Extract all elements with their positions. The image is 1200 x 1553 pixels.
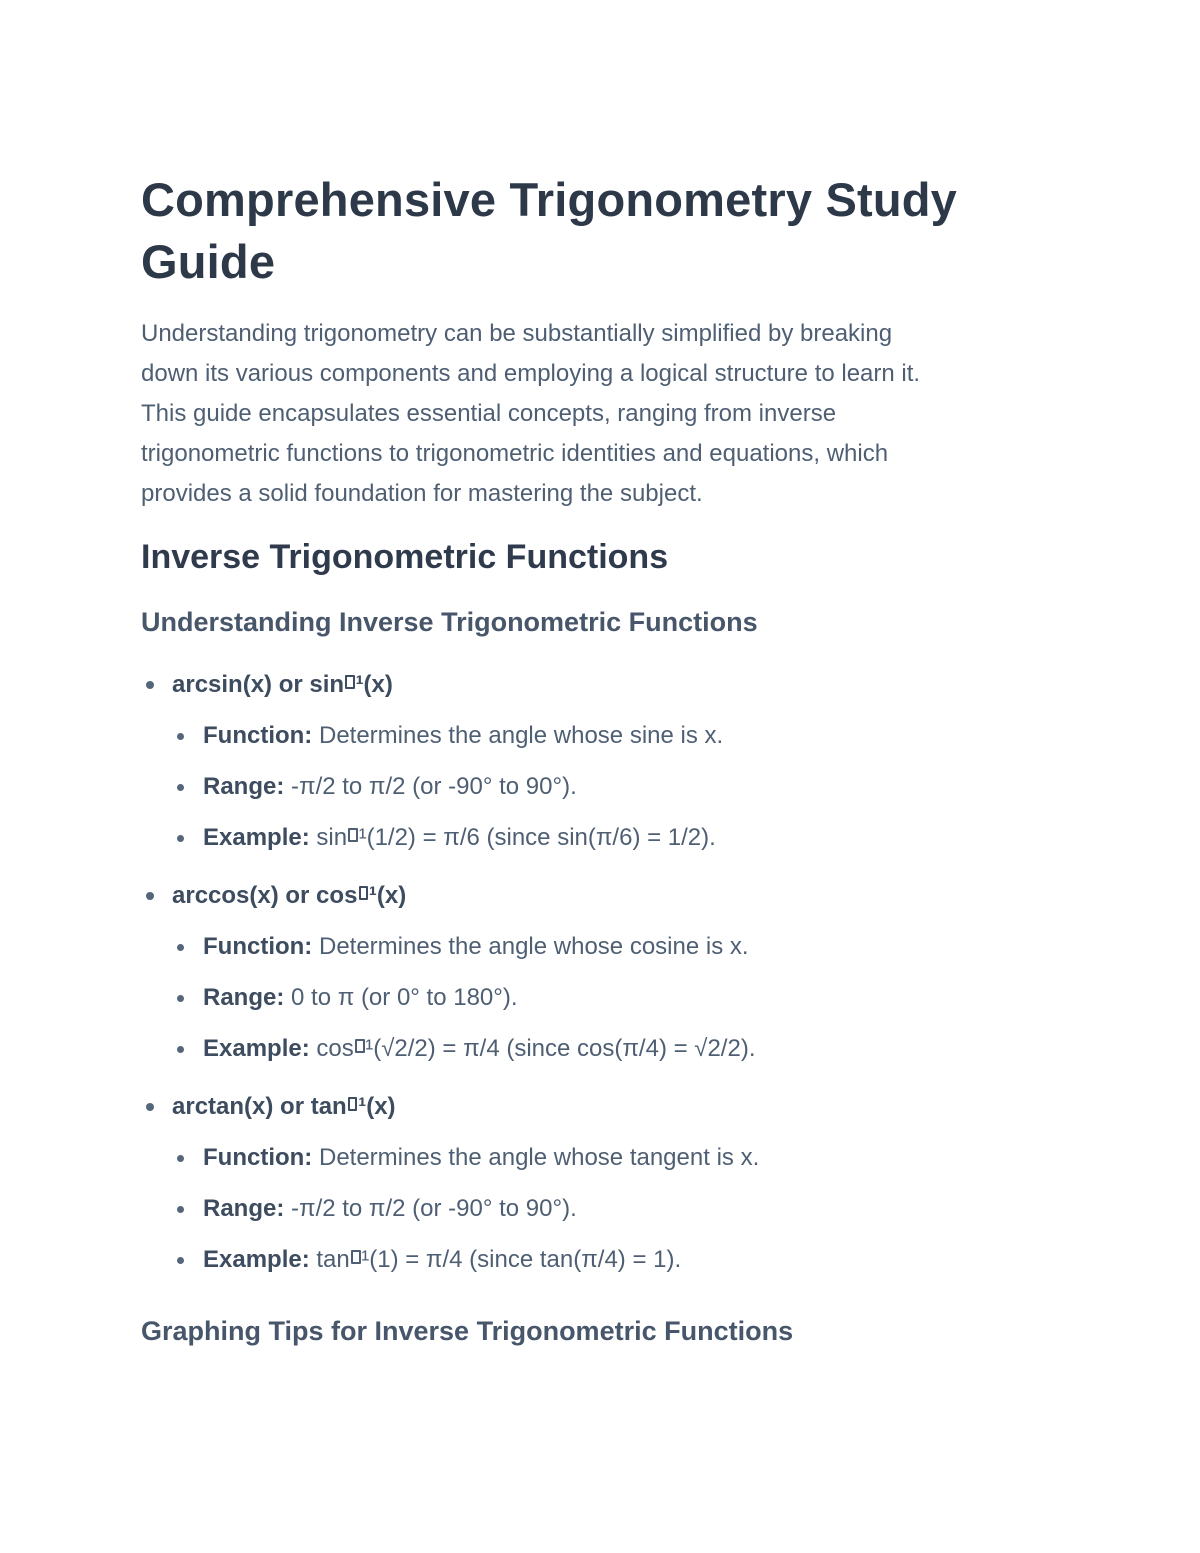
- detail-list: [141, 1138, 1111, 1280]
- detail-item: [141, 767, 1111, 807]
- detail-label: Range:: [203, 1195, 285, 1222]
- intro-line: provides a solid foundation for mastering the subject.: [141, 480, 703, 507]
- detail-item: [141, 1189, 1111, 1229]
- sub-bullet-icon: [177, 1155, 184, 1162]
- intro-line: This guide encapsulates essential concepts, ranging from inverse: [141, 400, 837, 427]
- sub-bullet-icon: [177, 835, 184, 842]
- detail-list: [141, 927, 1111, 1069]
- function-item-arcsin: [141, 665, 1111, 858]
- sub-bullet-icon: [177, 1046, 184, 1053]
- detail-label: Example:: [203, 1035, 310, 1062]
- intro-line: trigonometric functions to trigonometric identities and equations, which: [141, 440, 889, 467]
- missing-glyph-icon: [351, 1250, 361, 1264]
- function-title: arcsin(x) or sin ¹(x): [141, 665, 1111, 705]
- detail-text: tan ¹(1) = π/4 (since tan(π/4) = 1).: [309, 1246, 682, 1273]
- sub-bullet-icon: [177, 784, 184, 791]
- page-title-line: Comprehensive Trigonometry Study: [141, 173, 958, 226]
- sub-bullet-icon: [177, 944, 184, 951]
- function-title: arctan(x) or tan ¹(x): [141, 1087, 1111, 1127]
- detail-item: [141, 1029, 1111, 1069]
- detail-item: [141, 1138, 1111, 1178]
- sub-bullet-icon: [177, 995, 184, 1002]
- page-title: [141, 169, 1111, 293]
- detail-label: Range:: [203, 773, 285, 800]
- intro-line: Understanding trigonometry can be substantially simplified by breaking: [141, 320, 893, 347]
- function-list: [141, 665, 1111, 1280]
- detail-item: [141, 927, 1111, 967]
- detail-text: -π/2 to π/2 (or -90° to 90°).: [284, 773, 577, 800]
- missing-glyph-icon: [345, 675, 355, 689]
- function-item-arctan: [141, 1087, 1111, 1280]
- detail-label: Example:: [203, 824, 310, 851]
- sub-bullet-icon: [177, 1257, 184, 1264]
- detail-text: Determines the angle whose sine is x.: [312, 722, 724, 749]
- detail-label: Function:: [203, 933, 313, 960]
- missing-glyph-icon: [348, 1097, 358, 1111]
- subsection-heading: Understanding Inverse Trigonometric Functions: [141, 607, 758, 637]
- function-title: arccos(x) or cos ¹(x): [141, 876, 1111, 916]
- detail-item: [141, 1240, 1111, 1280]
- missing-glyph-icon: [355, 1039, 365, 1053]
- detail-text: 0 to π (or 0° to 180°).: [284, 984, 518, 1011]
- section-heading: Inverse Trigonometric Functions: [141, 538, 669, 576]
- bullet-icon: [146, 1103, 154, 1111]
- detail-text: -π/2 to π/2 (or -90° to 90°).: [284, 1195, 577, 1222]
- detail-label: Example:: [203, 1246, 310, 1273]
- detail-list: [141, 716, 1111, 858]
- detail-text: Determines the angle whose cosine is x.: [312, 933, 749, 960]
- bullet-icon: [146, 892, 154, 900]
- intro-line: down its various components and employing a logical structure to learn it.: [141, 360, 921, 387]
- detail-item: [141, 818, 1111, 858]
- detail-item: [141, 716, 1111, 756]
- sub-bullet-icon: [177, 733, 184, 740]
- detail-label: Range:: [203, 984, 285, 1011]
- intro-paragraph: [141, 314, 1111, 514]
- page-title-line: Guide: [141, 235, 276, 288]
- missing-glyph-icon: [348, 828, 358, 842]
- detail-text: cos ¹(√2/2) = π/4 (since cos(π/4) = √2/2).: [309, 1035, 756, 1062]
- graphing-tips-heading: Graphing Tips for Inverse Trigonometric Functions: [141, 1316, 794, 1346]
- function-item-arccos: [141, 876, 1111, 1069]
- detail-item: [141, 978, 1111, 1018]
- detail-label: Function:: [203, 722, 313, 749]
- detail-label: Function:: [203, 1144, 313, 1171]
- missing-glyph-icon: [359, 886, 369, 900]
- bullet-icon: [146, 681, 154, 689]
- detail-text: Determines the angle whose tangent is x.: [312, 1144, 760, 1171]
- detail-text: sin ¹(1/2) = π/6 (since sin(π/6) = 1/2).: [309, 824, 716, 851]
- sub-bullet-icon: [177, 1206, 184, 1213]
- document-content: [141, 0, 1111, 1349]
